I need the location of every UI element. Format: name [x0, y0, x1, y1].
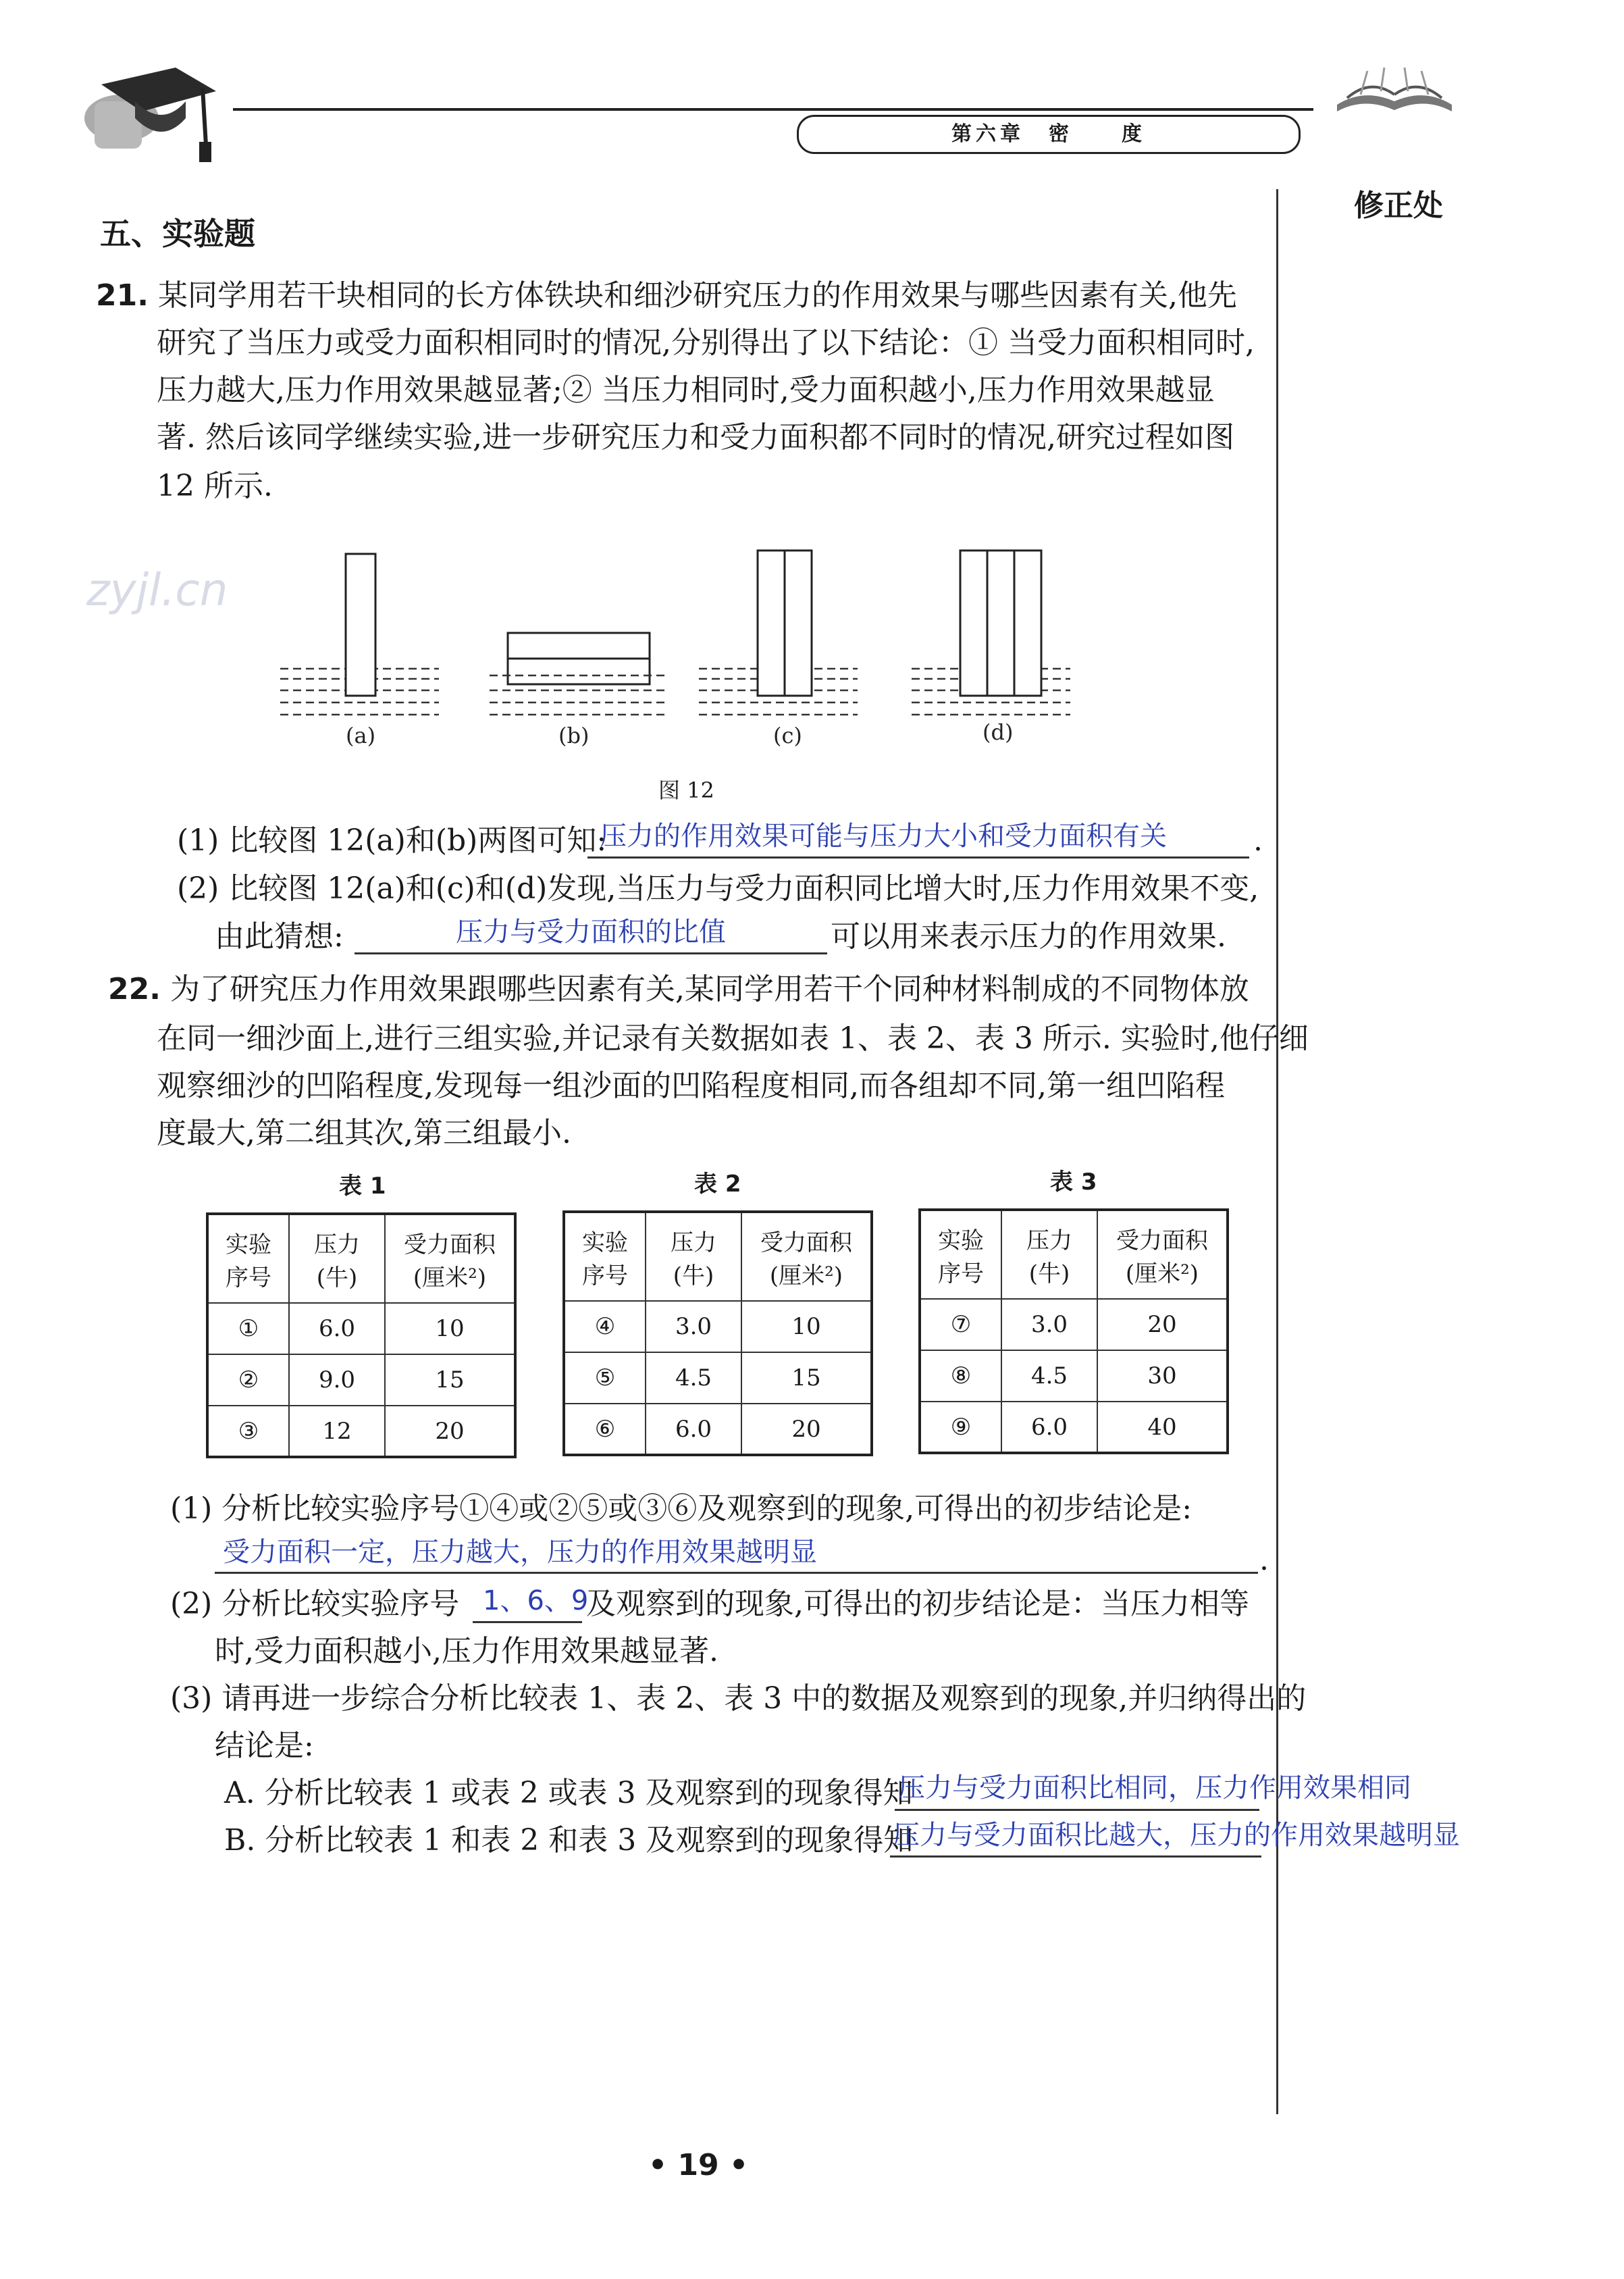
- q21-number: 21.: [96, 278, 149, 313]
- q22-sub1-answer: 受力面积一定，压力越大，压力的作用效果越明显: [223, 1537, 817, 1568]
- table-row: ① 6.0 10: [207, 1303, 515, 1354]
- table-3-header-force: 压力 (牛): [1001, 1210, 1097, 1299]
- table-2-header-id: 实验 序号: [564, 1212, 646, 1301]
- table-row: ② 9.0 15: [207, 1354, 515, 1406]
- section-title: 五、实验题: [100, 215, 255, 252]
- page-number: • 19 •: [648, 2148, 749, 2182]
- q21-text-1: 某同学用若干块相同的长方体铁块和细沙研究压力的作用效果与哪些因素有关,他先: [157, 278, 1237, 313]
- q21-line-5: 12 所示.: [157, 469, 273, 503]
- fig-label-b: (b): [558, 723, 590, 748]
- q21-line-4: 著. 然后该同学继续实验,进一步研究压力和受力面积都不同时的情况,研究过程如图: [157, 420, 1234, 455]
- fig-label-d: (d): [983, 719, 1014, 745]
- fig-label-c: (c): [773, 723, 802, 748]
- q22-sub3-line1: (3) 请再进一步综合分析比较表 1、表 2、表 3 中的数据及观察到的现象,并归纳得出的: [170, 1681, 1307, 1716]
- correction-margin-label: 修正处: [1354, 188, 1443, 223]
- table-1: [206, 1212, 517, 1458]
- q22-line-2: 在同一细沙面上,进行三组实验,并记录有关数据如表 1、表 2、表 3 所示. 实验时,他仔细: [157, 1021, 1309, 1056]
- fig-b-block-upper: [508, 633, 650, 659]
- header-rule: [233, 108, 1313, 111]
- table-1-header-area: 受力面积 (厘米²): [385, 1214, 515, 1303]
- table-row: ③ 12 20: [207, 1406, 515, 1457]
- table-3-title: 表 3: [1050, 1169, 1097, 1196]
- fig-c-block-2: [785, 550, 812, 696]
- fig-c-block-1: [758, 550, 785, 696]
- fig-d-block-1: [960, 550, 987, 696]
- q22-sub3-b-answer: 压力与受力面积比越大，压力的作用效果越明显: [893, 1820, 1460, 1851]
- watermark: zyjl.cn: [86, 564, 228, 616]
- fig-b-block-lower: [508, 659, 650, 684]
- q21-sub1: (1) 比较图 12(a)和(b)两图可知:: [177, 823, 607, 858]
- table-1-header-id: 实验 序号: [207, 1214, 289, 1303]
- q22-sub2-prefix: (2) 分析比较实验序号: [170, 1587, 460, 1621]
- q22-sub3-a: A. 分析比较表 1 或表 2 或表 3 及观察到的现象得知: [224, 1776, 913, 1810]
- q22-sub3-a-blank: [895, 1809, 1259, 1811]
- q22-sub3-line2: 结论是:: [215, 1729, 314, 1763]
- table-row: ⑦ 3.0 20: [920, 1299, 1228, 1350]
- q21-sub2-line1: (2) 比较图 12(a)和(c)和(d)发现,当压力与受力面积同比增大时,压力作用效果不变,: [177, 871, 1259, 906]
- q21-sub1-blank: [587, 856, 1249, 859]
- figure-caption: 图 12: [658, 777, 714, 803]
- open-book-icon: [1334, 64, 1455, 118]
- fig-label-a: (a): [346, 723, 376, 748]
- q22-line-3: 观察细沙的凹陷程度,发现每一组沙面的凹陷程度相同,而各组却不同,第一组凹陷程: [157, 1069, 1225, 1103]
- fig-d-block-2: [987, 550, 1014, 696]
- table-2-title: 表 2: [694, 1171, 741, 1198]
- q21-line-1: [96, 276, 1237, 316]
- table-3-header-area: 受力面积 (厘米²): [1097, 1210, 1228, 1299]
- q22-number: 22.: [108, 972, 161, 1006]
- table-row: ⑥ 6.0 20: [564, 1404, 872, 1455]
- q21-line-3: 压力越大,压力作用效果越显著;② 当压力相同时,受力面积越小,压力作用效果越显: [157, 373, 1215, 407]
- q21-sub2-answer: 压力与受力面积的比值: [456, 917, 726, 948]
- fig-d-block-3: [1014, 550, 1041, 696]
- figure-12: [270, 540, 689, 757]
- table-row: ⑤ 4.5 15: [564, 1352, 872, 1404]
- q22-sub3-b: B. 分析比较表 1 和表 2 和表 3 及观察到的现象得知: [224, 1823, 914, 1858]
- q21-sub1-end: .: [1253, 823, 1263, 858]
- table-1-header-force: 压力 (牛): [289, 1214, 385, 1303]
- q22-line-1: [108, 969, 1249, 1010]
- q22-sub1-blank: [215, 1572, 1258, 1574]
- chapter-title: 第六章 密 度: [797, 115, 1301, 154]
- q22-text-1: 为了研究压力作用效果跟哪些因素有关,某同学用若干个同种材料制成的不同物体放: [169, 972, 1249, 1006]
- table-row: ④ 3.0 10: [564, 1301, 872, 1352]
- table-3: [918, 1208, 1229, 1454]
- q21-sub1-answer: 压力的作用效果可能与压力大小和受力面积有关: [600, 821, 1167, 852]
- q22-sub3-a-answer: 压力与受力面积比相同，压力作用效果相同: [898, 1772, 1411, 1803]
- q22-line-4: 度最大,第二组其次,第三组最小.: [157, 1116, 571, 1150]
- figure-12-right: [696, 540, 1074, 757]
- graduation-cap-logo: [74, 54, 223, 169]
- q22-sub3-b-blank: [890, 1855, 1261, 1858]
- table-2: [562, 1210, 873, 1456]
- table-row: ⑨ 6.0 40: [920, 1402, 1228, 1453]
- q21-line-2: 研究了当压力或受力面积相同时的情况,分别得出了以下结论：① 当受力面积相同时,: [157, 326, 1255, 360]
- table-row: ⑧ 4.5 30: [920, 1350, 1228, 1402]
- q22-sub1-end: .: [1259, 1543, 1269, 1577]
- table-1-title: 表 1: [339, 1173, 386, 1200]
- q21-sub2-blank: [355, 952, 827, 954]
- q22-sub2-blank: [473, 1621, 582, 1623]
- q21-sub2-suffix: 可以用来表示压力的作用效果.: [831, 919, 1226, 954]
- q22-sub1: (1) 分析比较实验序号①④或②⑤或③⑥及观察到的现象,可得出的初步结论是:: [170, 1491, 1193, 1526]
- q22-sub2-answer: 1、6、9: [483, 1585, 589, 1616]
- q21-sub2-prefix: 由此猜想:: [215, 919, 344, 954]
- table-2-header-force: 压力 (牛): [646, 1212, 741, 1301]
- q22-sub2-suffix: 及观察到的现象,可得出的初步结论是：当压力相等: [586, 1587, 1249, 1621]
- table-3-header-id: 实验 序号: [920, 1210, 1001, 1299]
- q22-sub2-line2: 时,受力面积越小,压力作用效果越显著.: [215, 1634, 718, 1668]
- table-2-header-area: 受力面积 (厘米²): [741, 1212, 872, 1301]
